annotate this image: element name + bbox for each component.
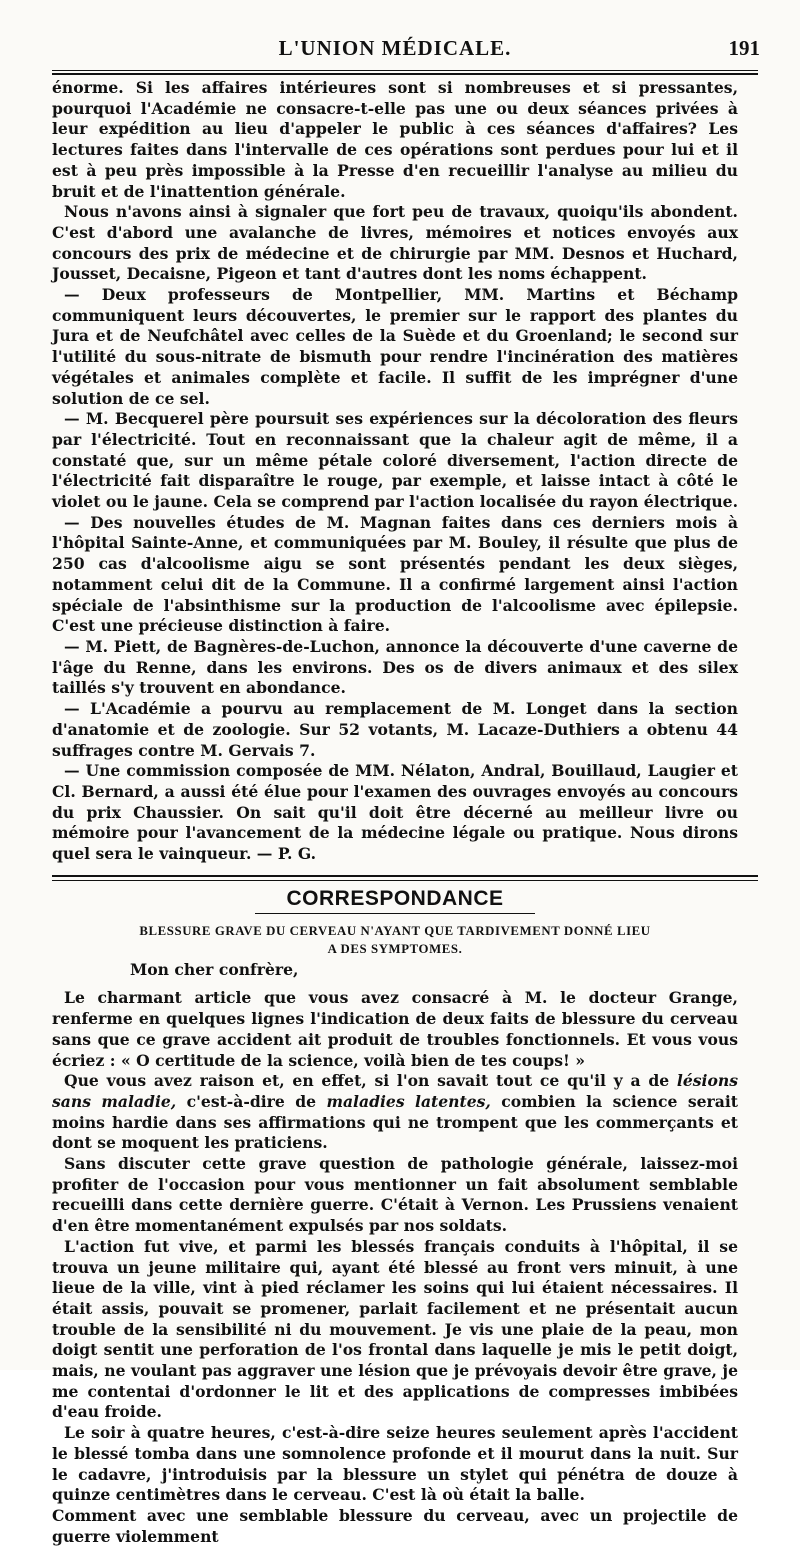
text-run: c'est-à-dire de: [176, 1091, 327, 1111]
running-head: [52, 0, 760, 64]
section-heading: CORRESPONDANCE: [286, 886, 504, 910]
section-divider: [52, 875, 758, 881]
letter-paragraph: Le charmant article que vous avez consacré à M. le docteur Grange, renferme en quelques lignes l'indication de deux faits de blessure du cerveau sans que ce grave accident ait produit de troubles fonctionnels. Et vous vous écriez : « O certitude de la science, voilà bien de tes coups! »: [52, 988, 738, 1070]
letter-title: [52, 922, 738, 958]
letter-body: [52, 988, 738, 1547]
letter-title-line: A DES SYMPTOMES.: [327, 941, 463, 956]
heading-underline: [255, 913, 535, 914]
article-paragraph: énorme. Si les affaires intérieures sont si nombreuses et si pressantes, pourquoi l'Académie ne consacre-t-elle pas une ou deux séances privées à leur expédition au lieu d'appeler le public à ces séances d'affaires? Les lectures faites dans l'intervalle de ces opérations sont perdues pour lui et il est à peu près impossible à la Presse d'en recueillir l'analyse au milieu du bruit et de l'inattention générale.: [52, 78, 738, 201]
article-paragraph: — M. Becquerel père poursuit ses expériences sur la décoloration des fleurs par l'électricité. Tout en reconnaissant que la chaleur agit de même, il a constaté que, sur un même pétale coloré diversement, l'action directe de l'électricité fait disparaître le rouge, par exemple, et laisse intact à côté le violet ou le jaune. Cela se comprend par l'action localisée du rayon électrique.: [52, 409, 739, 512]
italic-term: maladies latentes,: [326, 1091, 491, 1111]
text-run: combien la science serait moins hardie dans ses affirmations qui ne trompent que les commerçants et dont se moquent les praticiens.: [52, 1091, 738, 1153]
article-paragraph: — Des nouvelles études de M. Magnan faites dans ces derniers mois à l'hôpital Sainte-Anne, et communiquées par M. Bouley, il résulte que plus de 250 cas d'alcoolisme aigu se sont présentés pendant les deux sièges, notamment celui dit de la Commune. Il a confirmé largement ainsi l'action spéciale de l'absinthisme sur la production de l'alcoolisme avec épilepsie. C'est une précieuse distinction à faire.: [52, 512, 738, 636]
article-paragraph: — Deux professeurs de Montpellier, MM. Martins et Béchamp communiquent leurs découvertes, le premier sur le rapport des plantes du Jura et de Neufchâtel avec celles de la Suède et du Groenland; le second sur l'utilité du sous-nitrate de bismuth pour rendre l'incinération des matières végétales et animales complète et facile. Il suffit de les imprégner d'une solution de ce sel.: [52, 285, 738, 408]
letter-paragraph: [52, 1071, 738, 1154]
journal-title: L'UNION MÉDICALE.: [278, 36, 512, 60]
letter-paragraph: Le soir à quatre heures, c'est-à-dire seize heures seulement après l'accident le blessé tomba dans une somnolence profonde et il mourut dans la nuit. Sur le cadavre, j'introduisis par la blessure un stylet qui pénétra de douze à quinze centimètres dans le cerveau. C'est là où était la balle.: [52, 1423, 738, 1505]
article-paragraph: — M. Piett, de Bagnères-de-Luchon, annonce la découverte d'une caverne de l'âge du Renne, dans les environs. Des os de divers animaux et des silex taillés s'y trouvent en abondance.: [52, 636, 738, 698]
letter-title-line: BLESSURE GRAVE DU CERVEAU N'AYANT QUE TARDIVEMENT DONNÉ LIEU: [139, 923, 651, 938]
header-rule: [52, 70, 758, 75]
article-paragraph: Nous n'avons ainsi à signaler que fort peu de travaux, quoiqu'ils abondent. C'est d'abord une avalanche de livres, mémoires et notices envoyés aux concours des prix de médecine et de chirurgie par MM. Desnos et Huchard, Jousset, Decaisne, Pigeon et tant d'autres dont les noms échappent.: [52, 202, 738, 284]
letter-paragraph: Comment avec une semblable blessure du cerveau, avec un projectile de guerre violemment: [52, 1506, 738, 1546]
letter-paragraph: Sans discuter cette grave question de pathologie générale, laissez-moi profiter de l'occasion pour vous mentionner un fait absolument semblable recueilli dans cette dernière guerre. C'était à Vernon. Les Prussiens venaient d'en être momentanément expulsés par nos soldats.: [52, 1154, 738, 1236]
article-paragraph: — L'Académie a pourvu au remplacement de M. Longet dans la section d'anatomie et de zoologie. Sur 52 votants, M. Lacaze-Duthiers a obtenu 44 suffrages contre M. Gervais 7.: [52, 699, 738, 760]
page-number: 191: [728, 36, 760, 60]
text-run: Que vous avez raison et, en effet, si l'on savait tout ce qu'il y a de: [64, 1071, 677, 1091]
article-body: [52, 78, 738, 865]
letter-paragraph: L'action fut vive, et parmi les blessés français conduits à l'hôpital, il se trouva un jeune militaire qui, ayant été blessé au front vers minuit, à une lieue de la ville, vint à pied réclamer les soins qui lui étaient nécessaires. Il était assis, pouvait se promener, parlait facilement et ne présentait aucun trouble de la sensibilité ni du mouvement. Je vis une plaie de la peau, mon doigt sentit une perforation de l'os frontal dans laquelle je mis le petit doigt, mais, ne voulant pas aggraver une lésion que je prévoyais devoir être grave, je me contentai d'ordonner le lit et des applications de compresses imbibées d'eau froide.: [52, 1236, 738, 1422]
article-paragraph: — Une commission composée de MM. Nélaton, Andral, Bouillaud, Laugier et Cl. Bernard, a aussi été élue pour l'examen des ouvrages envoyés au concours du prix Chaussier. On sait qu'il doit être décerné au meilleur livre ou mémoire pour l'avancement de la médecine légale ou pratique. Nous dirons quel sera le vainqueur. — P. G.: [52, 761, 738, 864]
salutation: Mon cher confrère,: [130, 959, 299, 979]
italic-term: lésions sans maladie,: [52, 1071, 738, 1111]
